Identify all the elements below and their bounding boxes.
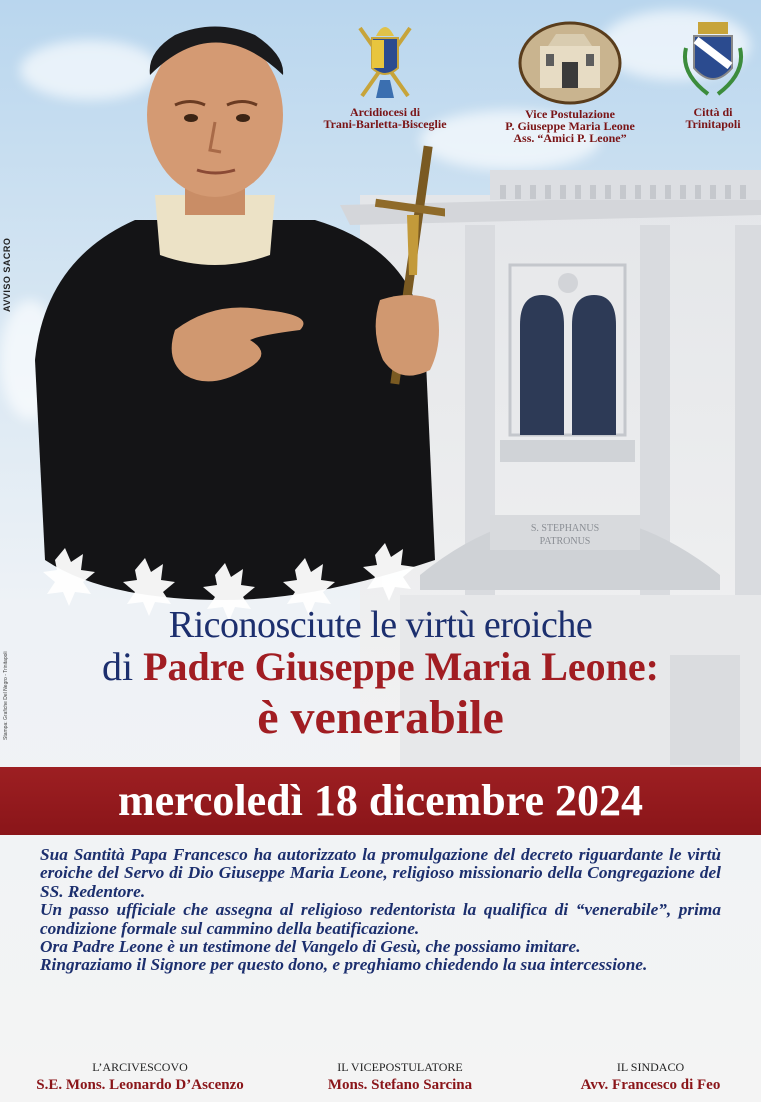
svg-text:PATRONUS: PATRONUS bbox=[539, 536, 591, 547]
vice-postulazione-line2: P. Giuseppe Maria Leone bbox=[505, 119, 635, 133]
signature-name: Mons. Stefano Sarcina bbox=[327, 1077, 473, 1093]
headline-line3: è venerabile bbox=[257, 691, 504, 744]
city-line2: Trinitapoli bbox=[685, 117, 741, 131]
body-paragraph: Ringraziamo il Signore per questo dono, e preghiamo chiedendo la sua intercessione. bbox=[40, 955, 648, 975]
body-paragraph: Sua Santità Papa Francesco ha autorizzato la promulgazione del decreto riguardante le virtù eroiche del Servo di Dio Giuseppe Maria Leone, religioso missionario della Congregazione del SS. Redentore. bbox=[40, 845, 721, 901]
signature-name: S.E. Mons. Leonardo D’Ascenzo bbox=[36, 1077, 244, 1093]
city-coat-of-arms-icon bbox=[678, 18, 748, 104]
signature-name: Avv. Francesco di Feo bbox=[580, 1077, 721, 1093]
headline-line2-prefix: di bbox=[101, 644, 144, 689]
body-paragraph: Un passo ufficiale che assegna al religioso redentorista la qualifica di “venerabile”, prima condizione formale sul cammino della beatificazione. bbox=[40, 900, 721, 938]
signature-role: IL VICEPOSTULATORE bbox=[337, 1060, 463, 1074]
archdiocese-logo bbox=[310, 18, 460, 130]
signature-mayor bbox=[540, 1060, 761, 1094]
signature-role: IL SINDACO bbox=[616, 1060, 685, 1074]
date-banner: mercoledì 18 dicembre 2024 bbox=[0, 767, 761, 835]
body-paragraph: Ora Padre Leone è un testimone del Vangelo di Gesù, che possiamo imitare. bbox=[40, 937, 581, 957]
vice-postulazione-line1: Vice Postulazione bbox=[525, 107, 615, 121]
archdiocese-crest-icon bbox=[350, 18, 420, 104]
vice-postulazione-line3: Ass. “Amici P. Leone” bbox=[513, 131, 627, 145]
avviso-sacro-label: AVVISO SACRO bbox=[2, 237, 12, 313]
headline-line1: Riconosciute le virtù eroiche bbox=[168, 604, 593, 646]
headline-line2 bbox=[0, 643, 761, 690]
signature-role: L’ARCIVESCOVO bbox=[92, 1060, 188, 1074]
church-medallion-icon bbox=[518, 20, 622, 106]
announcement-body bbox=[40, 846, 721, 975]
city-logo bbox=[665, 18, 761, 130]
archdiocese-line1: Arcidiocesi di bbox=[349, 105, 421, 119]
signature-vicepostulator bbox=[300, 1060, 500, 1094]
headline-name: Padre Giuseppe Maria Leone: bbox=[143, 644, 659, 689]
svg-text:S. STEPHANUS: S. STEPHANUS bbox=[530, 523, 600, 534]
vice-postulazione-logo bbox=[480, 20, 660, 144]
signature-archbishop bbox=[0, 1060, 280, 1094]
printer-note: Stampa: Grafiche Del Negro - Trinitapoli bbox=[3, 651, 9, 740]
archdiocese-line2: Trani-Barletta-Bisceglie bbox=[323, 117, 447, 131]
city-line1: Città di bbox=[693, 105, 733, 119]
